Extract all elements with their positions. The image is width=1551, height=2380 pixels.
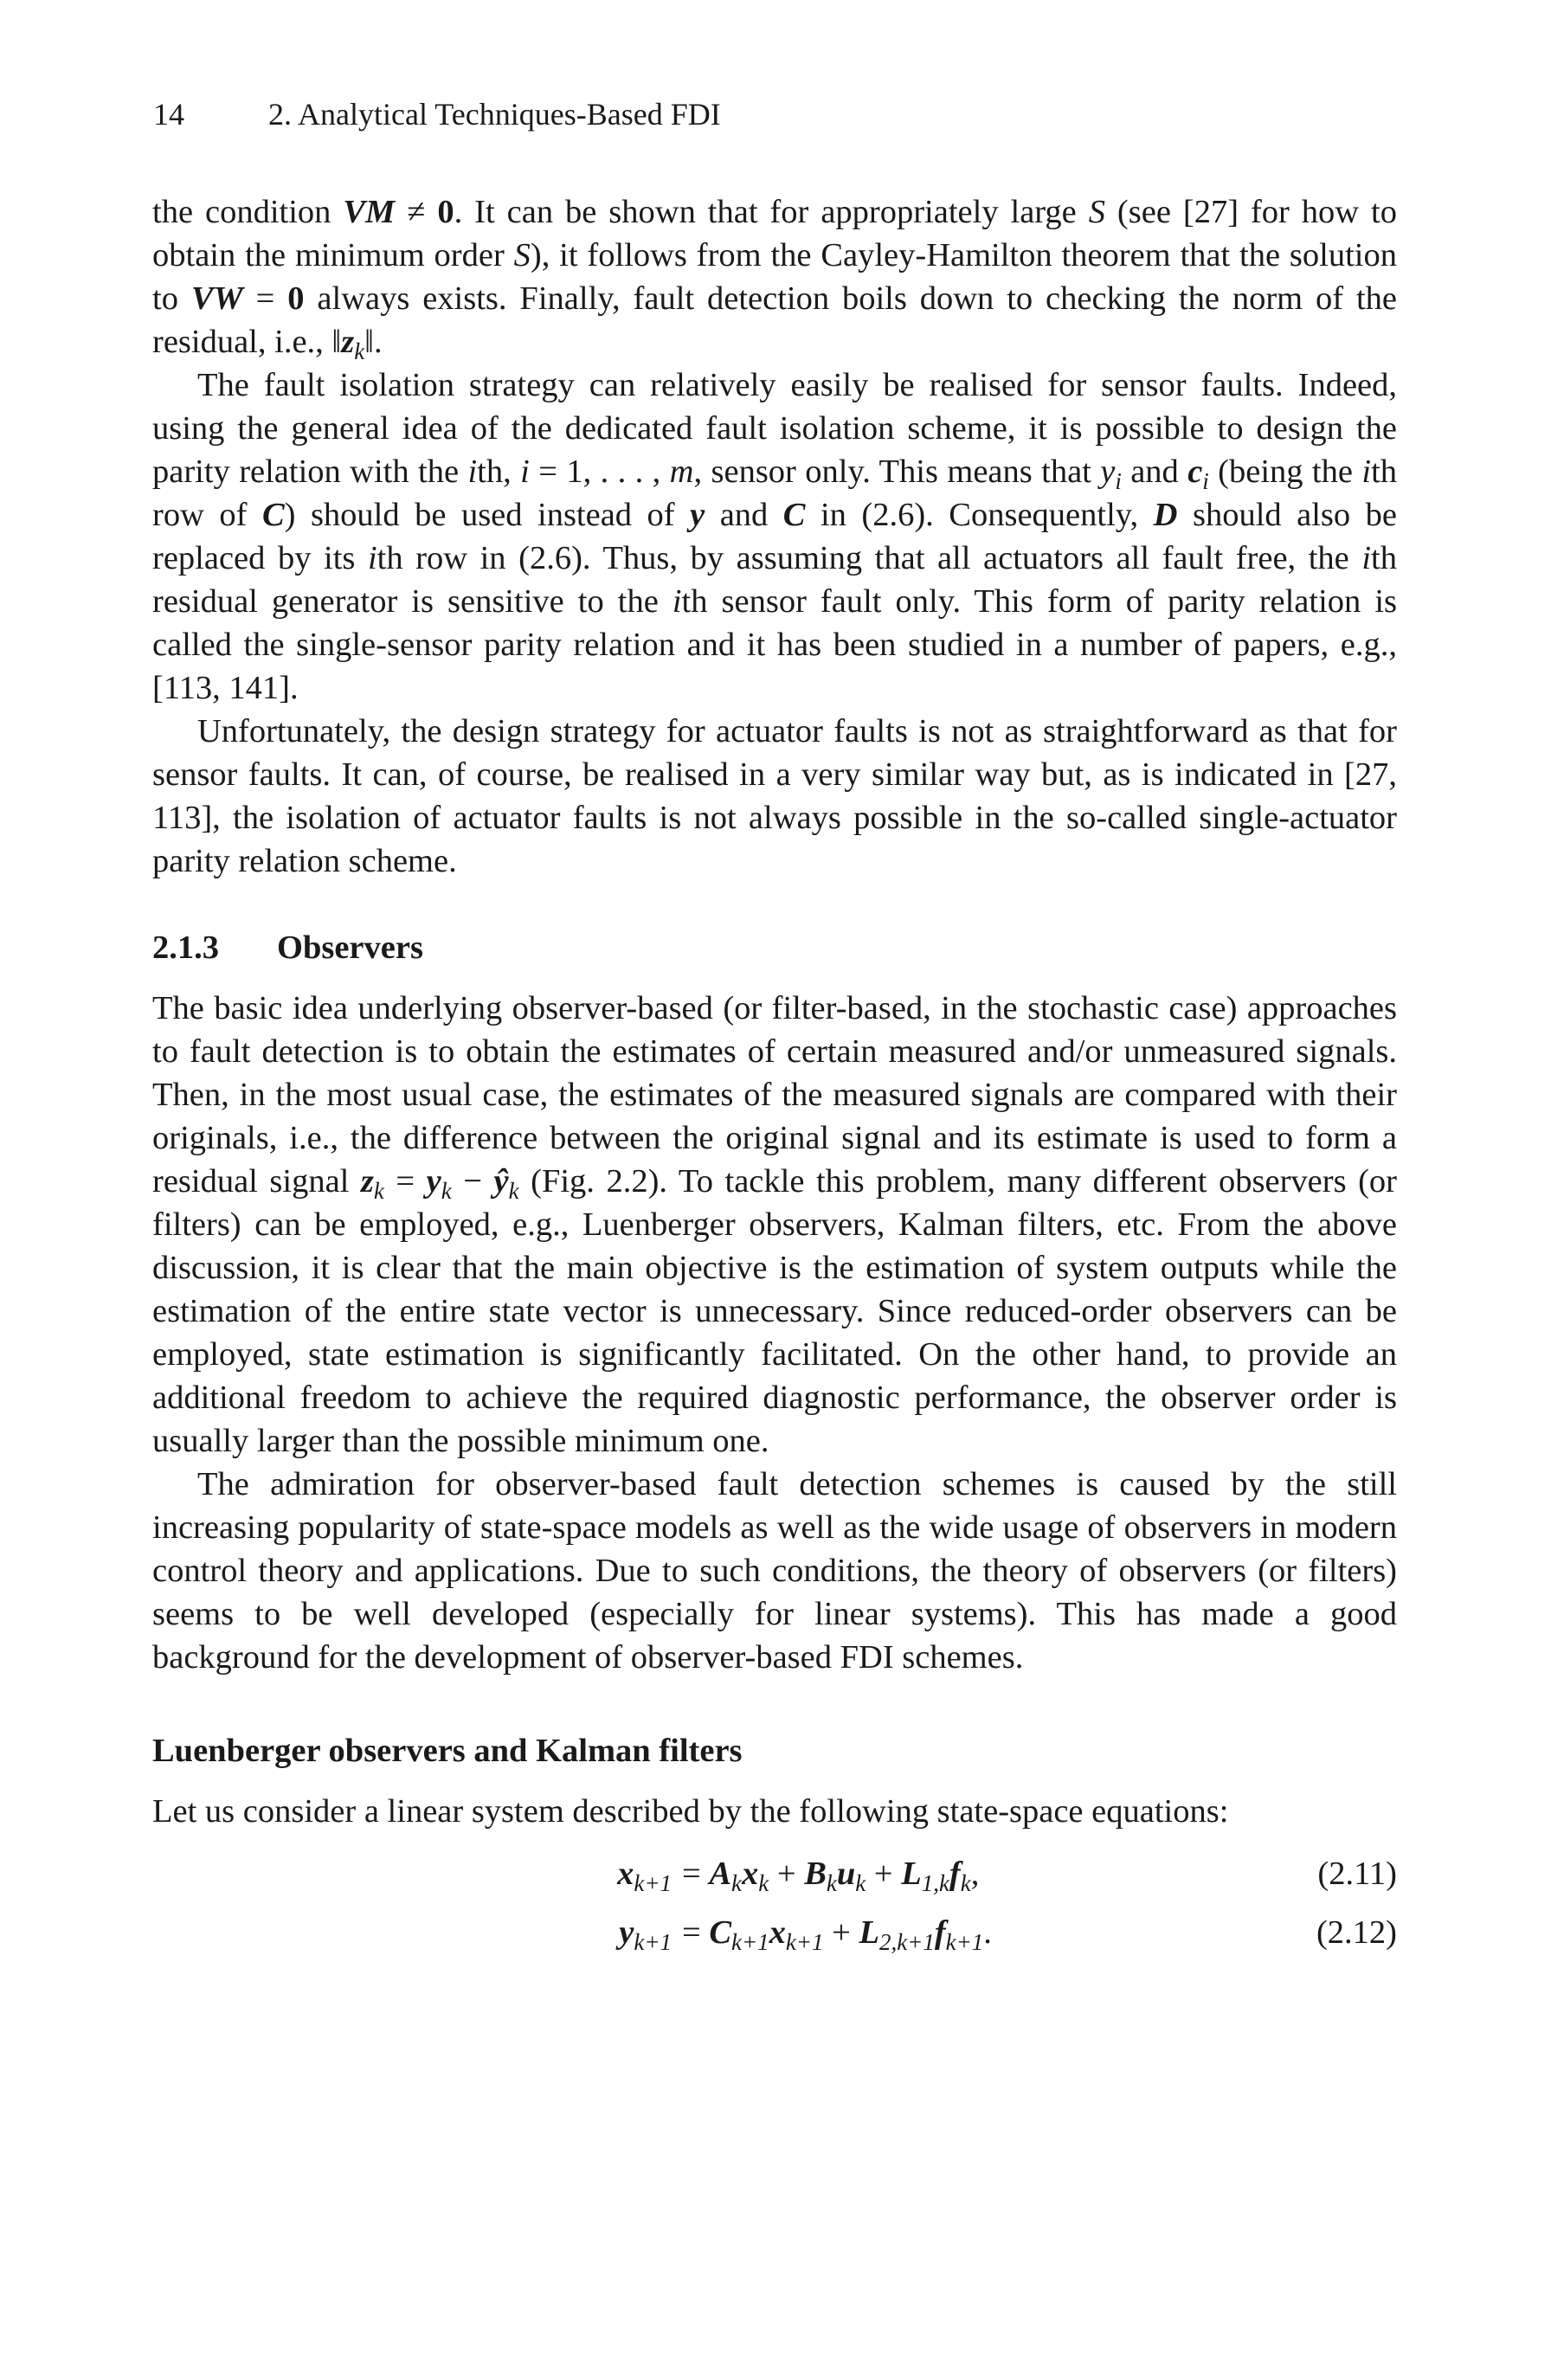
- text: The basic idea underlying observer-based (or filter-based, in the stochastic case) approaches to fault detection is to obtain the estimates of certain measured and/or unmeasured signals. Then, in the most usual case, the estimates of the measured signals are compared with their originals, i.e., the difference between the original signal and its estimate is used to form a residual signal: [152, 990, 1397, 1200]
- math-zero: 0: [287, 280, 305, 317]
- math-subscript: k: [354, 338, 365, 365]
- math-i: i: [1361, 453, 1372, 490]
- math-y-hat: ŷ: [493, 1163, 509, 1200]
- math-m: m: [669, 453, 694, 490]
- text: in (2.6). Consequently,: [805, 497, 1154, 533]
- paragraph-6: Let us consider a linear system described by the following state-space equations:: [152, 1793, 1229, 1830]
- text: =: [383, 1163, 427, 1200]
- math-c: c: [1187, 453, 1203, 490]
- section-number: 2.1.3: [152, 929, 219, 966]
- equals-sign: =: [682, 1914, 710, 1951]
- math-i: i: [367, 540, 377, 576]
- text: −: [451, 1163, 494, 1200]
- plus-sign: +: [866, 1856, 902, 1892]
- math-subscript: k: [855, 1870, 866, 1897]
- math-subscript: k: [731, 1870, 742, 1897]
- math-b-matrix: B: [804, 1856, 827, 1892]
- paragraph-3: Unfortunately, the design strategy for actuator faults is not as straightforward as that for sensor faults. It can, of course, be realised in a very similar way but, as is indicated in [27, 113], the isolation of actuator faults is not always possible in the so-called single-actuator parity relation scheme.: [152, 713, 1397, 879]
- math-l-matrix: L: [859, 1914, 879, 1951]
- math-subscript: k+1: [945, 1929, 984, 1956]
- math-subscript: i: [1115, 468, 1122, 495]
- math-y: y: [1100, 453, 1116, 490]
- equation-lhs: [619, 1911, 672, 1954]
- math-subscript: k: [826, 1870, 837, 1897]
- paragraph-2: [152, 363, 1397, 710]
- text: and: [1121, 453, 1188, 490]
- running-header: [153, 95, 721, 133]
- text: (being the: [1208, 453, 1362, 490]
- math-subscript: 1,k: [921, 1870, 949, 1897]
- math-subscript: k+1: [731, 1929, 769, 1956]
- math-d-matrix: D: [1153, 497, 1178, 533]
- page-number: 14: [153, 97, 184, 132]
- math-y-vector: y: [619, 1914, 634, 1951]
- math-subscript: k+1: [634, 1929, 672, 1956]
- body-text: [152, 190, 1397, 1954]
- math-y-vector: y: [690, 497, 705, 533]
- math-l-matrix: L: [901, 1856, 922, 1892]
- text: =: [242, 280, 288, 317]
- section-heading: [152, 926, 1397, 969]
- text: th,: [477, 453, 521, 490]
- section-title: Observers: [277, 929, 423, 966]
- punctuation: .: [983, 1914, 992, 1951]
- text: (Fig. 2.2). To tackle this problem, many different observers (or filters) can be employed, e.g., Luenberger observers, Kalman filters, etc. From the above discussion, it is clear that the main objective is the estimation of system outputs while the estimation of the entire state vector is unnecessary. Since reduced-order observers can be employed, state estimation is significantly facilitated. On the other hand, to provide an additional freedom to achieve the required diagnostic performance, the observer order is usually larger than the possible minimum one.: [152, 1163, 1397, 1459]
- text: . It can be shown that for appropriately large: [454, 194, 1089, 230]
- punctuation: ,: [970, 1856, 980, 1892]
- text: th row in (2.6). Thus, by assuming that all actuators all fault free, the: [376, 540, 1362, 576]
- math-s: S: [1088, 194, 1105, 230]
- math-subscript: k: [508, 1178, 519, 1205]
- math-subscript: k: [441, 1178, 452, 1205]
- math-y-vector: y: [426, 1163, 441, 1200]
- math-f: f: [934, 1914, 946, 1951]
- equation-lhs: [617, 1852, 672, 1895]
- text: the condition: [152, 194, 344, 230]
- text: ≠: [395, 194, 438, 230]
- paragraph-5: The admiration for observer-based fault detection schemes is caused by the still increasing popularity of state-space models as well as the wide usage of observers in modern control theory and applications. Due to such conditions, the theory of observers (or filters) seems to be well developed (especially for linear systems). This has made a good background for the development of observer-based FDI schemes.: [152, 1466, 1397, 1676]
- math-z: z: [341, 324, 355, 360]
- text: = 1, . . . ,: [529, 453, 670, 490]
- text: The fault isolation strategy can relatively easily be realised for sensor faults. Indeed, using the general idea of the dedicated fault isolation scheme, it is possible to design the parity relation with the: [152, 367, 1397, 490]
- subsection-heading: Luenberger observers and Kalman filters: [152, 1733, 743, 1769]
- math-subscript: k+1: [634, 1870, 672, 1897]
- math-s: S: [513, 237, 531, 273]
- plus-sign: +: [769, 1856, 805, 1892]
- text: (see [27] for how to obtain the minimum order: [152, 194, 1398, 273]
- math-x: x: [617, 1856, 634, 1892]
- chapter-title: 2. Analytical Techniques-Based FDI: [268, 97, 721, 132]
- math-subscript: 2,k+1: [879, 1929, 935, 1956]
- math-vw: VW: [190, 280, 243, 317]
- equation-number: (2.12): [1316, 1914, 1397, 1951]
- math-subscript: k: [960, 1870, 971, 1897]
- math-i: i: [520, 453, 530, 490]
- math-c-matrix: C: [261, 497, 285, 533]
- math-f: f: [949, 1856, 961, 1892]
- equation-rhs: [682, 1911, 992, 1954]
- text: and: [705, 497, 783, 533]
- text: always exists. Finally, fault detection boils down to checking the norm of the residual, i.e., ‖: [152, 280, 1397, 360]
- paragraph-1: [152, 190, 1397, 363]
- math-i: i: [672, 583, 682, 620]
- equals-sign: =: [682, 1856, 710, 1892]
- text: th row of: [152, 453, 1398, 533]
- math-c-matrix: C: [782, 497, 806, 533]
- plus-sign: +: [823, 1914, 859, 1951]
- text: th residual generator is sensitive to the: [152, 540, 1397, 620]
- text: should also be replaced by its: [152, 497, 1397, 576]
- math-subscript: k+1: [785, 1929, 824, 1956]
- math-x: x: [742, 1856, 759, 1892]
- equation-number: (2.11): [1317, 1856, 1397, 1892]
- math-c-matrix: C: [709, 1914, 732, 1951]
- math-x: x: [769, 1914, 786, 1951]
- text: ), it follows from the Cayley-Hamilton theorem that the solution to: [152, 237, 1397, 317]
- equation-2-12: [152, 1911, 1397, 1954]
- math-zero: 0: [437, 194, 454, 230]
- math-u: u: [836, 1856, 856, 1892]
- text: ) should be used instead of: [284, 497, 691, 533]
- math-subscript: k: [373, 1178, 384, 1205]
- paragraph-4: [152, 987, 1397, 1463]
- math-z: z: [360, 1163, 374, 1200]
- math-i: i: [467, 453, 478, 490]
- equation-block: [152, 1852, 1397, 1954]
- math-subscript: k: [758, 1870, 769, 1897]
- text: , sensor only. This means that: [693, 453, 1101, 490]
- math-subscript: i: [1202, 468, 1209, 495]
- text: th sensor fault only. This form of parity relation is called the single-sensor parity relation and it has been studied in a number of papers, e.g., [113, 141].: [152, 583, 1398, 706]
- text: ‖.: [364, 324, 383, 360]
- equation-rhs: [682, 1852, 979, 1895]
- math-a-matrix: A: [709, 1856, 732, 1892]
- math-i: i: [1361, 540, 1372, 576]
- equation-2-11: [152, 1852, 1397, 1895]
- math-vm: VM: [343, 194, 396, 230]
